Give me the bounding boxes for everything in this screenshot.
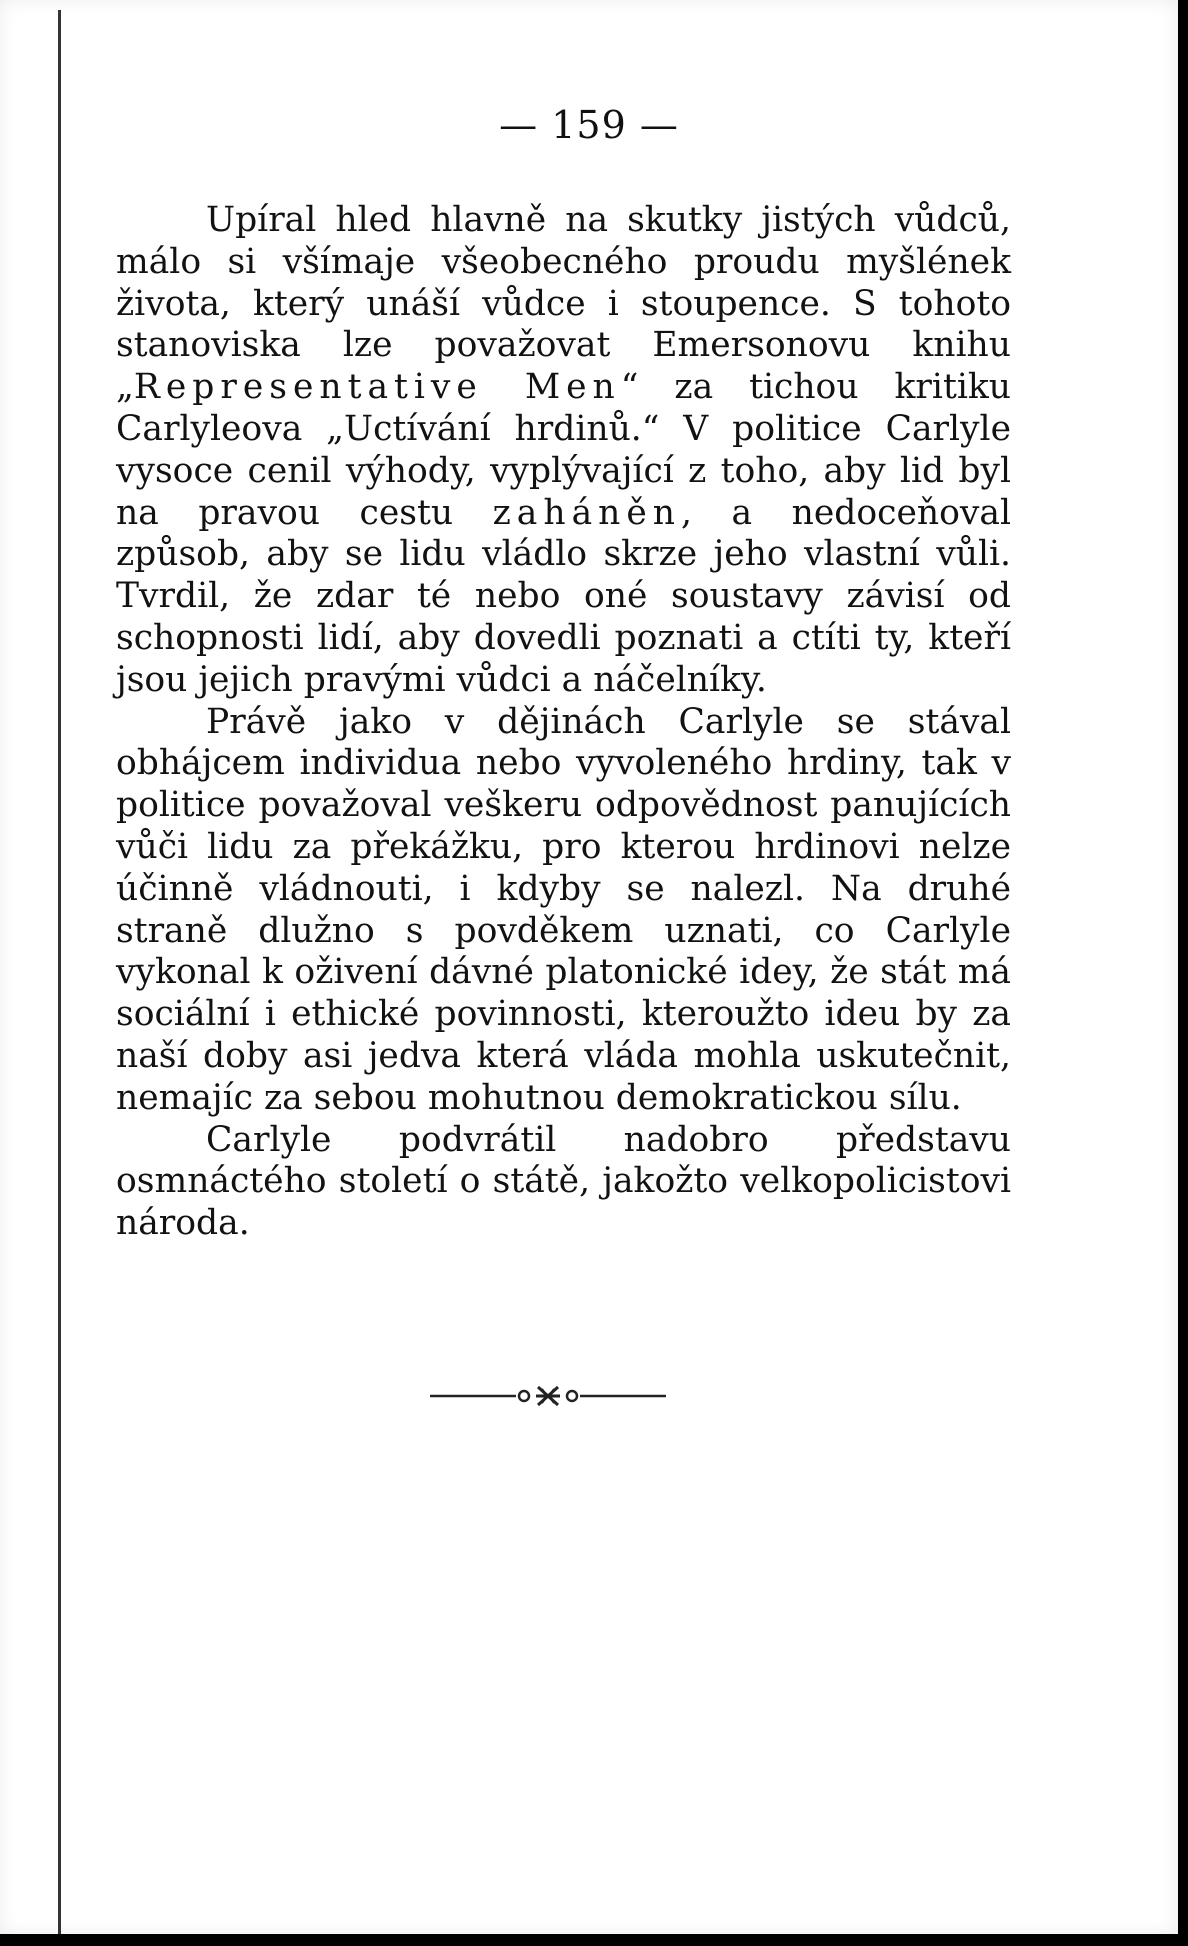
page-gutter-line bbox=[58, 10, 61, 1940]
paragraph-1-part-2: “ za tichou kritiku Carlyleova „Uctívání hrdinů.“ V politice Carlyle vysoce cenil výhody, vyplývající z toho, aby lid byl na pravou cestu bbox=[116, 367, 1011, 533]
paragraph-2: Právě jako v dějinách Carlyle se stával obhájcem individua nebo vyvoleného hrdiny, tak v politice považoval veškeru odpovědnost panujících vůči lidu za překážku, pro kterou hrdinovi nelze účinně vládnouti, i kdyby se nalezl. Na druhé straně dlužno s povděkem uznati, co Carlyle vykonal k oživení dávné platonické idey, že stát má sociální i ethické povinnosti, kteroužto ideu by za naší doby asi jedva která vláda mohla uskutečnit, nemajíc za sebou mohutnou demokratickou sílu. bbox=[116, 701, 1011, 1118]
paragraph-1 bbox=[116, 200, 1011, 702]
spaced-book-title: Representative Men bbox=[133, 367, 621, 408]
paragraph-3: Carlyle podvrátil nadobro představu osmnáctého století o státě, jakožto velkopolicistovi národa. bbox=[116, 1119, 1011, 1244]
paragraph-1-part-1: Upíral hled hlavně na skutky jistých vůdců, málo si všímaje všeobecného proudu myšlének života, který unáší vůdce i stoupence. S tohoto stanoviska lze považovat Emersonovu knihu „ bbox=[116, 200, 1011, 408]
scan-border-bottom bbox=[0, 1934, 1188, 1946]
body-text bbox=[116, 200, 1011, 1245]
spaced-emphasis: zaháněn bbox=[492, 492, 682, 533]
fleuron-icon bbox=[430, 1376, 690, 1416]
scan-border-right bbox=[1178, 0, 1188, 1946]
page-number: — 159 — bbox=[499, 103, 679, 147]
paragraph-1-part-3: , a nedoceňoval způsob, aby se lidu vládlo skrze jeho vlastní vůli. Tvrdil, že zdar té nebo oné soustavy závisí od schopnosti lidí, aby dovedli poznati a ctíti ty, kteří jsou jejich pravými vůdci a náčelníky. bbox=[116, 492, 1011, 700]
